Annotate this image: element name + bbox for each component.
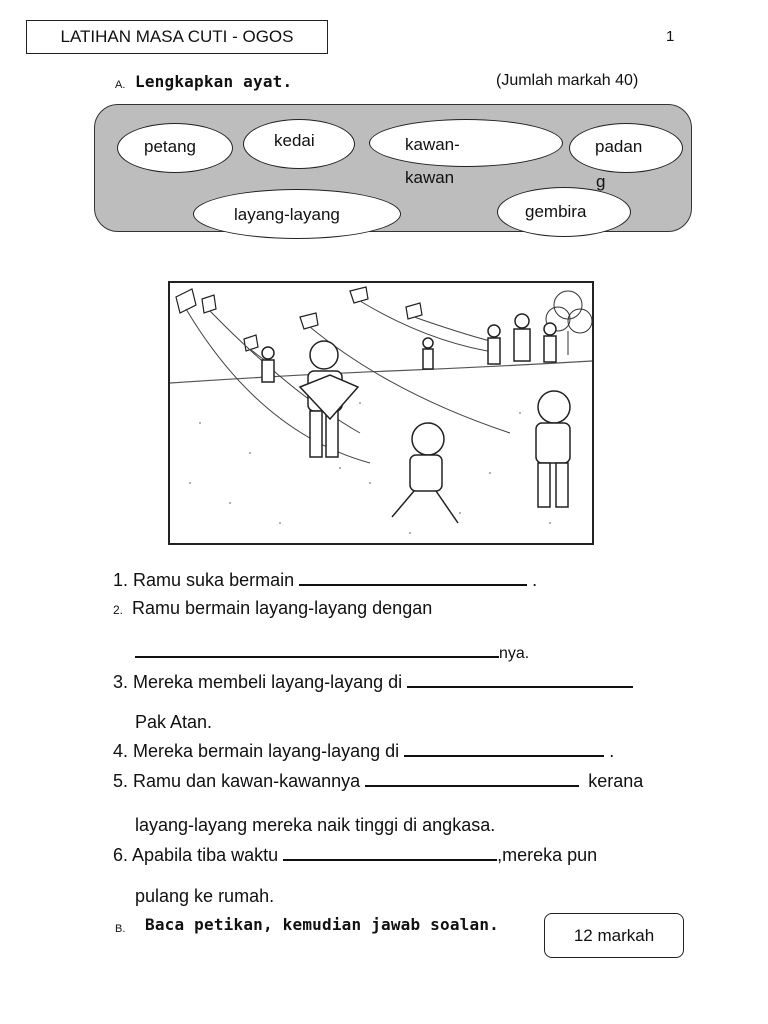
question-2-suffix: nya. xyxy=(499,645,530,662)
kite-scene xyxy=(170,283,592,543)
word-padang-line2: g xyxy=(596,172,606,191)
worksheet-title: LATIHAN MASA CUTI - OGOS xyxy=(26,20,328,54)
word-kawan-kawan-line2: kawan xyxy=(405,168,455,187)
section-b-marks-box xyxy=(544,913,684,958)
word-oval-gembira xyxy=(497,187,631,237)
question-5 xyxy=(113,771,643,792)
question-5-text: Ramu dan kawan-kawannya xyxy=(133,771,361,791)
word-bank-panel xyxy=(94,104,692,232)
question-1-after: . xyxy=(527,570,538,590)
children-figures xyxy=(262,314,570,523)
answer-blank-6[interactable] xyxy=(283,845,497,861)
answer-blank-3[interactable] xyxy=(407,672,633,688)
question-2-text: Ramu bermain layang-layang dengan xyxy=(132,598,433,618)
question-6-number: 6. xyxy=(113,845,129,865)
question-1 xyxy=(113,570,537,591)
word-kawan-kawan-line1: kawan- xyxy=(405,135,460,154)
question-1-text: Ramu suka bermain xyxy=(133,570,295,590)
word-layang-layang: layang-layang xyxy=(234,205,340,224)
question-4-number: 4. xyxy=(113,741,129,761)
kites-icon xyxy=(176,287,422,351)
answer-blank-4[interactable] xyxy=(404,741,604,757)
section-b-letter: B. xyxy=(115,923,126,935)
question-6-after: ,mereka pun xyxy=(497,845,598,865)
question-2 xyxy=(113,598,432,619)
section-a-total-marks: (Jumlah markah 40) xyxy=(496,72,639,89)
page-number: 1 xyxy=(666,28,675,45)
word-padang-line1: padan xyxy=(595,137,643,156)
question-6 xyxy=(113,845,597,866)
answer-blank-2[interactable] xyxy=(135,642,499,658)
question-4 xyxy=(113,741,614,762)
horizon-line xyxy=(170,361,592,383)
section-b-instruction: Baca petikan, kemudian jawab soalan. xyxy=(145,915,499,934)
kite-flying-illustration xyxy=(168,281,594,545)
question-3-number: 3. xyxy=(113,672,129,692)
word-oval-petang xyxy=(117,123,233,173)
section-a-letter: A. xyxy=(115,79,126,91)
word-kedai: kedai xyxy=(274,131,315,150)
question-5-line2: layang-layang mereka naik tinggi di angkasa. xyxy=(135,815,496,835)
question-6-text: Apabila tiba waktu xyxy=(132,845,279,865)
question-3-text: Mereka membeli layang-layang di xyxy=(133,672,403,692)
question-1-number: 1. xyxy=(113,570,129,590)
word-petang: petang xyxy=(144,137,196,156)
word-oval-kedai xyxy=(243,119,355,169)
question-5-number: 5. xyxy=(113,771,129,791)
word-oval-kawan-kawan xyxy=(369,119,563,167)
word-oval-layang-layang xyxy=(193,189,401,239)
question-4-text: Mereka bermain layang-layang di xyxy=(133,741,400,761)
grass-texture xyxy=(189,402,551,534)
question-2-line2 xyxy=(135,642,529,663)
question-3-line2: Pak Atan. xyxy=(135,712,213,732)
question-5-after: kerana xyxy=(588,771,644,791)
question-4-after: . xyxy=(604,741,615,761)
question-2-number: 2. xyxy=(113,603,124,617)
answer-blank-1[interactable] xyxy=(299,570,527,586)
word-oval-padang xyxy=(569,123,683,173)
word-gembira: gembira xyxy=(525,202,587,221)
section-b-marks: 12 markah xyxy=(573,925,655,945)
section-a-instruction: Lengkapkan ayat. xyxy=(135,72,293,91)
question-3 xyxy=(113,672,633,693)
answer-blank-5[interactable] xyxy=(365,771,579,787)
question-6-line2: pulang ke rumah. xyxy=(135,886,275,906)
